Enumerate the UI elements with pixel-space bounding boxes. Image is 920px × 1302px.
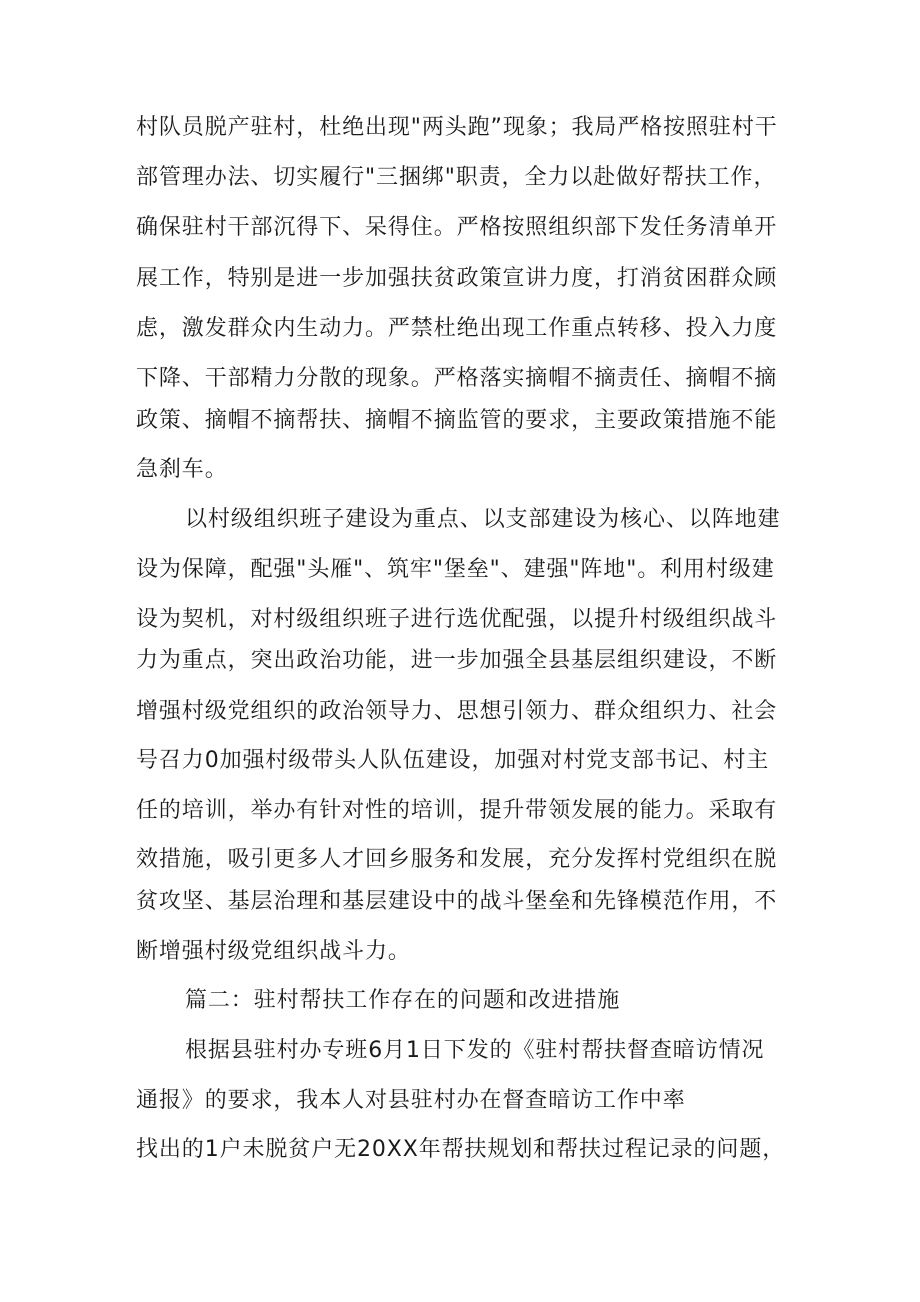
paragraph-1-line-4: 展工作，特别是进一步加强扶贫政策宣讲力度，打消贫困群众顾 (136, 266, 778, 291)
paragraph-1-line-8: 急刹车。 (136, 457, 228, 482)
paragraph-2-line-10: 断增强村级党组织战斗力。 (136, 939, 411, 964)
paragraph-2-line-8: 效措施，吸引更多人才回乡服务和发展，充分发挥村党组织在脱 (136, 847, 778, 872)
paragraph-3-line-3: 找出的1户未脱贫户无20XX年帮扶规划和帮扶过程记录的问题， (136, 1137, 786, 1162)
paragraph-3-line-1: 根据县驻村办专班6月1日下发的《驻村帮扶督查暗访情况 (185, 1038, 765, 1063)
paragraph-2-line-6: 号召力0加强村级带头人队伍建设，加强对村党支部书记、村主 (136, 748, 770, 773)
paragraph-2-line-7: 任的培训，举办有针对性的培训，提升带领发展的能力。采取有 (136, 798, 778, 823)
paragraph-1-line-6: 下降、干部精力分散的现象。严格落实摘帽不摘责任、摘帽不摘 (136, 366, 778, 391)
paragraph-2-line-4: 力为重点，突出政治功能，进一步加强全县基层组织建设，不断 (136, 648, 778, 673)
paragraph-2-line-9: 贫攻坚、基层治理和基层建设中的战斗堡垒和先锋模范作用，不 (136, 889, 778, 914)
paragraph-2-line-2: 设为保障，配强"头雁"、筑牢"堡垒"、建强"阵地"。利用村级建 (136, 557, 775, 582)
paragraph-2-line-3: 设为契机，对村级组织班子进行选优配强，以提升村级组织战斗 (136, 607, 778, 632)
paragraph-2-line-5: 增强村级党组织的政治领导力、思想引领力、群众组织力、社会 (136, 699, 778, 724)
paragraph-2-line-1: 以村级组织班子建设为重点、以支部建设为核心、以阵地建 (185, 507, 781, 532)
section-heading: 篇二：驻村帮扶工作存在的问题和改进措施 (185, 988, 621, 1013)
paragraph-3-line-2: 通报》的要求，我本人对县驻村办在督查暗访工作中率 (136, 1088, 686, 1113)
paragraph-1-line-1: 村队员脱产驻村，杜绝出现"两头跑”现象；我局严格按照驻村干 (136, 115, 778, 140)
paragraph-1-line-3: 确保驻村干部沉得下、呆得住。严格按照组织部下发任务清单开 (136, 215, 778, 240)
paragraph-1-line-2: 部管理办法、切实履行"三捆绑"职责，全力以赴做好帮扶工作， (136, 165, 777, 190)
paragraph-1-line-5: 虑，激发群众内生动力。严禁杜绝出现工作重点转移、投入力度 (136, 316, 778, 341)
paragraph-1-line-7: 政策、摘帽不摘帮扶、摘帽不摘监管的要求，主要政策措施不能 (136, 408, 778, 433)
